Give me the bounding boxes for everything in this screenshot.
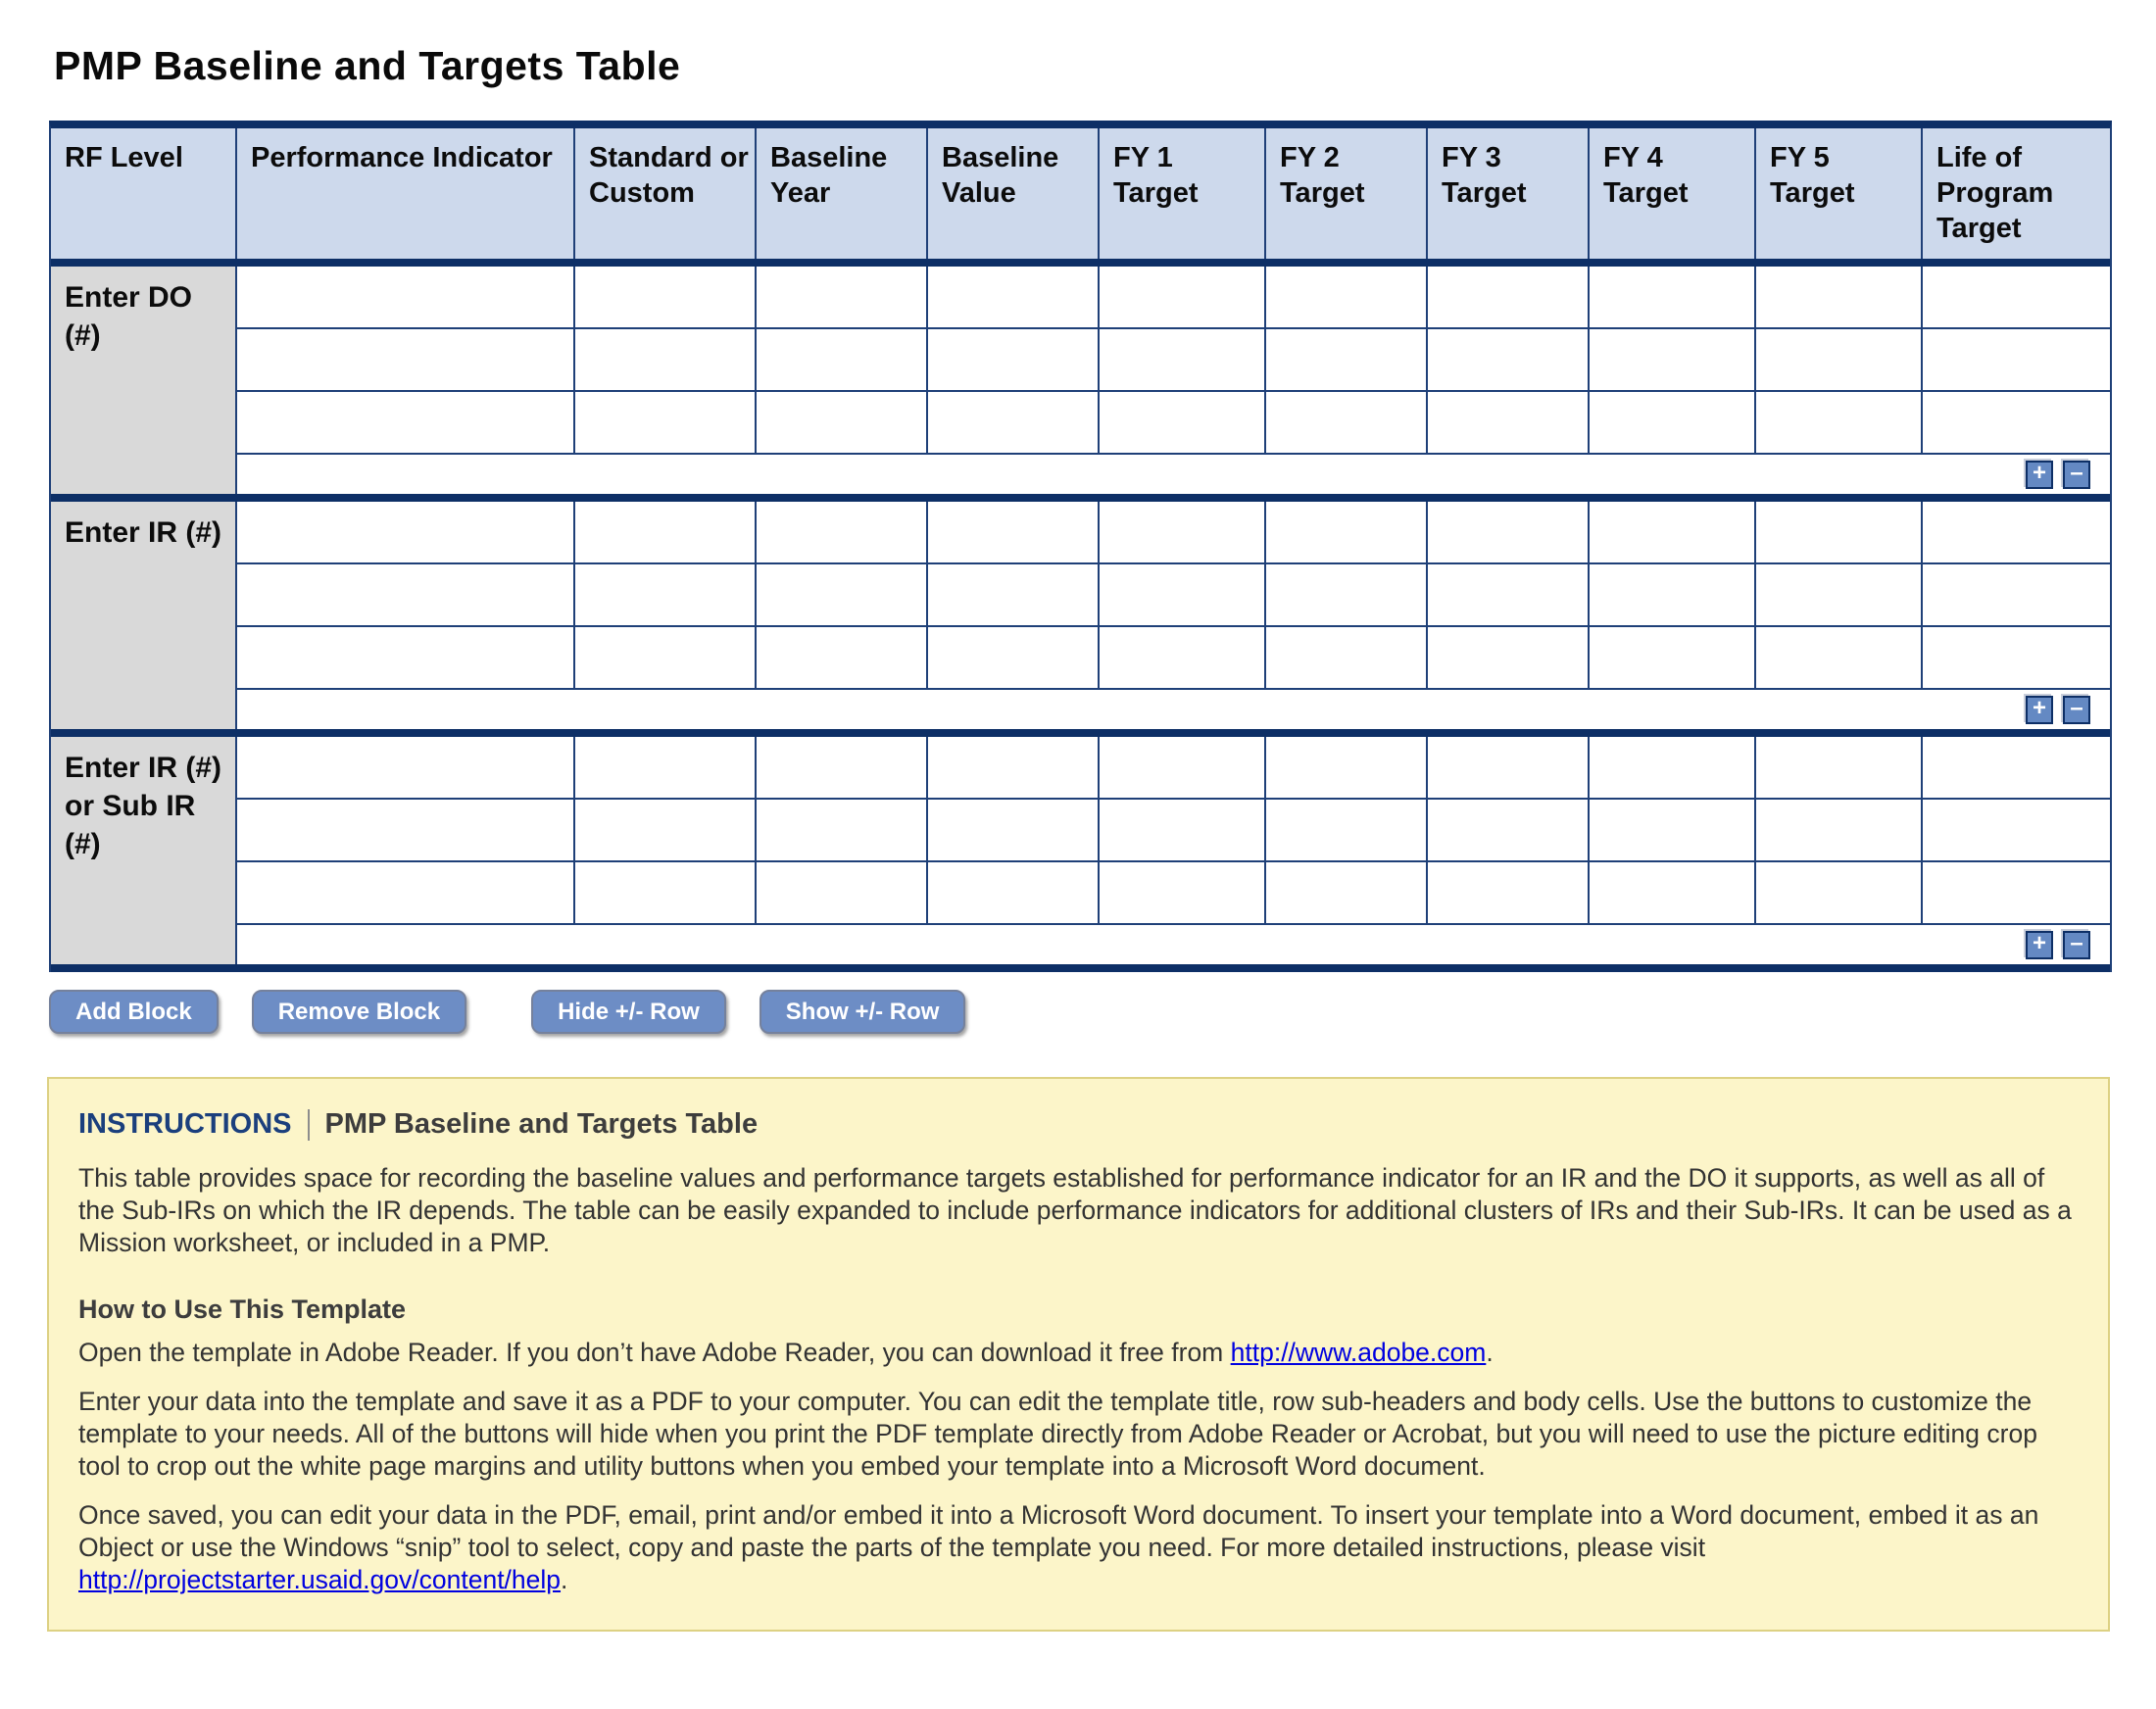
table-row bbox=[237, 392, 2110, 455]
header-cell-baseline-value: Baseline Value bbox=[928, 128, 1100, 259]
table-input-cell[interactable] bbox=[237, 800, 575, 860]
block-rows bbox=[237, 267, 2110, 494]
table-input-cell[interactable] bbox=[1266, 564, 1428, 625]
header-cell-rf-level: RF Level bbox=[51, 128, 237, 259]
table-input-cell[interactable] bbox=[575, 737, 757, 798]
table-input-cell[interactable] bbox=[928, 502, 1100, 562]
table-row bbox=[237, 627, 2110, 690]
remove-row-button[interactable]: – bbox=[2063, 461, 2090, 489]
table-input-cell[interactable] bbox=[1923, 800, 2110, 860]
table-input-cell[interactable] bbox=[1100, 564, 1266, 625]
instructions-paragraph-open bbox=[78, 1337, 2079, 1369]
table-input-cell[interactable] bbox=[237, 392, 575, 453]
table-input-cell[interactable] bbox=[1590, 329, 1756, 390]
instructions-paragraph-enter-data: Enter your data into the template and save it as a PDF to your computer. You can edit the template title, row sub-headers and body cells. Use the buttons to customize the template to your needs. All of the buttons will hide when you print the PDF template directly from Adobe Reader or Acrobat, but you will need to use the picture editing crop tool to crop out the white page margins and utility buttons when you embed your template into a Microsoft Word document. bbox=[78, 1387, 2037, 1481]
table-input-cell[interactable] bbox=[1923, 392, 2110, 453]
table-input-cell[interactable] bbox=[1266, 392, 1428, 453]
block-rows bbox=[237, 502, 2110, 729]
add-row-button[interactable]: + bbox=[2026, 931, 2053, 959]
hide-pm-row-button[interactable]: Hide +/- Row bbox=[531, 990, 726, 1034]
table-input-cell[interactable] bbox=[1590, 862, 1756, 923]
table-input-cell[interactable] bbox=[1590, 502, 1756, 562]
table-input-cell[interactable] bbox=[237, 737, 575, 798]
table-input-cell[interactable] bbox=[1923, 862, 2110, 923]
header-cell-fy5-target: FY 5 Target bbox=[1756, 128, 1923, 259]
page-title[interactable]: PMP Baseline and Targets Table bbox=[54, 43, 681, 88]
table-input-cell[interactable] bbox=[1590, 564, 1756, 625]
table-input-cell[interactable] bbox=[1428, 800, 1590, 860]
table-input-cell[interactable] bbox=[1756, 267, 1923, 327]
add-block-button[interactable]: Add Block bbox=[49, 990, 219, 1034]
pm-row bbox=[237, 690, 2110, 729]
table-input-cell[interactable] bbox=[1100, 627, 1266, 688]
table-input-cell[interactable] bbox=[928, 267, 1100, 327]
howto-heading: How to Use This Template bbox=[78, 1294, 407, 1324]
table-row bbox=[237, 737, 2110, 800]
projectstarter-help-link[interactable]: http://projectstarter.usaid.gov/content/help bbox=[78, 1565, 562, 1594]
table-input-cell[interactable] bbox=[575, 267, 757, 327]
table-input-cell[interactable] bbox=[1756, 564, 1923, 625]
block-rows bbox=[237, 737, 2110, 964]
table-input-cell[interactable] bbox=[1923, 329, 2110, 390]
table-input-cell[interactable] bbox=[1923, 564, 2110, 625]
block-row-header[interactable]: Enter IR (#) bbox=[51, 502, 237, 729]
header-cell-standard-or-custom: Standard or Custom bbox=[575, 128, 757, 259]
table-row bbox=[237, 564, 2110, 627]
table-input-cell[interactable] bbox=[1923, 737, 2110, 798]
table-input-cell[interactable] bbox=[1428, 267, 1590, 327]
instructions-label: INSTRUCTIONS bbox=[78, 1108, 292, 1140]
table-input-cell[interactable] bbox=[1756, 627, 1923, 688]
table-input-cell[interactable] bbox=[1428, 329, 1590, 390]
table-row bbox=[237, 267, 2110, 329]
table-input-cell[interactable] bbox=[928, 862, 1100, 923]
table-input-cell[interactable] bbox=[1590, 800, 1756, 860]
table-input-cell[interactable] bbox=[1756, 502, 1923, 562]
table-input-cell[interactable] bbox=[1428, 564, 1590, 625]
baseline-targets-table bbox=[49, 121, 2112, 972]
table-input-cell[interactable] bbox=[1590, 737, 1756, 798]
table-input-cell[interactable] bbox=[1756, 737, 1923, 798]
table-input-cell[interactable] bbox=[1100, 267, 1266, 327]
header-cell-fy1-target: FY 1 Target bbox=[1100, 128, 1266, 259]
table-input-cell[interactable] bbox=[1590, 627, 1756, 688]
add-row-button[interactable]: + bbox=[2026, 461, 2053, 489]
table-block-ir bbox=[51, 502, 2110, 737]
table-input-cell[interactable] bbox=[757, 267, 928, 327]
table-input-cell[interactable] bbox=[757, 800, 928, 860]
table-input-cell[interactable] bbox=[1100, 862, 1266, 923]
table-input-cell[interactable] bbox=[757, 502, 928, 562]
table-input-cell[interactable] bbox=[575, 627, 757, 688]
table-row bbox=[237, 862, 2110, 925]
table-input-cell[interactable] bbox=[1266, 329, 1428, 390]
table-input-cell[interactable] bbox=[757, 564, 928, 625]
add-row-button[interactable]: + bbox=[2026, 696, 2053, 724]
paragraph-text: Once saved, you can edit your data in the PDF, email, print and/or embed it into a Microsoft Word document. To insert your template into a Word document, embed it as an Object or use the Windows “snip” tool to select, copy and paste the parts of the template you need. For more detailed instructions, please visit bbox=[78, 1500, 2039, 1562]
header-cell-performance-indicator: Performance Indicator bbox=[237, 128, 575, 259]
table-input-cell[interactable] bbox=[1756, 800, 1923, 860]
instructions-paragraph-once-saved bbox=[78, 1499, 2079, 1596]
header-cell-life-of-program-target: Life of Program Target bbox=[1936, 142, 2054, 244]
table-input-cell[interactable] bbox=[1428, 862, 1590, 923]
table-input-cell[interactable] bbox=[1266, 800, 1428, 860]
table-input-cell[interactable] bbox=[757, 392, 928, 453]
heading-separator bbox=[308, 1109, 310, 1141]
table-input-cell[interactable] bbox=[1756, 392, 1923, 453]
table-row bbox=[237, 800, 2110, 862]
pm-row bbox=[237, 925, 2110, 964]
table-input-cell[interactable] bbox=[1266, 502, 1428, 562]
table-input-cell[interactable] bbox=[928, 800, 1100, 860]
table-input-cell[interactable] bbox=[575, 329, 757, 390]
table-input-cell[interactable] bbox=[575, 502, 757, 562]
table-input-cell[interactable] bbox=[1100, 329, 1266, 390]
remove-block-button[interactable]: Remove Block bbox=[252, 990, 466, 1034]
block-row-header[interactable]: Enter IR (#) or Sub IR (#) bbox=[51, 737, 237, 964]
table-input-cell[interactable] bbox=[1266, 862, 1428, 923]
table-block-subir bbox=[51, 737, 2110, 972]
paragraph-text: . bbox=[561, 1565, 568, 1594]
table-row bbox=[237, 329, 2110, 392]
table-input-cell[interactable] bbox=[928, 329, 1100, 390]
table-input-cell[interactable] bbox=[1590, 392, 1756, 453]
table-input-cell[interactable] bbox=[1428, 502, 1590, 562]
header-cell-baseline-year: Baseline Year bbox=[757, 128, 928, 259]
table-input-cell[interactable] bbox=[1428, 392, 1590, 453]
remove-row-button[interactable]: – bbox=[2063, 931, 2090, 959]
table-input-cell[interactable] bbox=[575, 800, 757, 860]
instructions-panel bbox=[47, 1077, 2110, 1632]
table-row bbox=[237, 502, 2110, 564]
table-block-do bbox=[51, 267, 2110, 502]
table-input-cell[interactable] bbox=[1756, 862, 1923, 923]
table-input-cell[interactable] bbox=[928, 564, 1100, 625]
table-input-cell[interactable] bbox=[1756, 329, 1923, 390]
table-input-cell[interactable] bbox=[928, 737, 1100, 798]
table-input-cell[interactable] bbox=[757, 329, 928, 390]
table-input-cell[interactable] bbox=[1100, 502, 1266, 562]
instructions-title: PMP Baseline and Targets Table bbox=[324, 1108, 759, 1140]
table-input-cell[interactable] bbox=[757, 627, 928, 688]
table-input-cell[interactable] bbox=[1428, 737, 1590, 798]
toolbar bbox=[49, 990, 2156, 1034]
block-row-header[interactable]: Enter DO (#) bbox=[51, 267, 237, 494]
table-input-cell[interactable] bbox=[1266, 627, 1428, 688]
table-input-cell[interactable] bbox=[237, 862, 575, 923]
table-input-cell[interactable] bbox=[757, 737, 928, 798]
table-input-cell[interactable] bbox=[1266, 737, 1428, 798]
table-input-cell[interactable] bbox=[237, 329, 575, 390]
table-input-cell[interactable] bbox=[1428, 627, 1590, 688]
table-input-cell[interactable] bbox=[1100, 392, 1266, 453]
table-input-cell[interactable] bbox=[237, 502, 575, 562]
paragraph-text: Open the template in Adobe Reader. If you don’t have Adobe Reader, you can download it free from bbox=[78, 1338, 1231, 1367]
show-pm-row-button[interactable]: Show +/- Row bbox=[760, 990, 966, 1034]
header-cell-fy4-target: FY 4 Target bbox=[1590, 128, 1756, 259]
table-input-cell[interactable] bbox=[237, 267, 575, 327]
table-input-cell[interactable] bbox=[575, 862, 757, 923]
table-input-cell[interactable] bbox=[928, 392, 1100, 453]
table-input-cell[interactable] bbox=[1266, 267, 1428, 327]
table-input-cell[interactable] bbox=[1923, 267, 2110, 327]
paragraph-text: . bbox=[1486, 1338, 1494, 1367]
table-input-cell[interactable] bbox=[575, 564, 757, 625]
table-input-cell[interactable] bbox=[1100, 737, 1266, 798]
table-input-cell[interactable] bbox=[757, 862, 928, 923]
table-input-cell[interactable] bbox=[1100, 800, 1266, 860]
table-header-row bbox=[51, 128, 2110, 267]
table-input-cell[interactable] bbox=[1923, 627, 2110, 688]
table-input-cell[interactable] bbox=[237, 627, 575, 688]
table-input-cell[interactable] bbox=[928, 627, 1100, 688]
table-input-cell[interactable] bbox=[237, 564, 575, 625]
table-input-cell[interactable] bbox=[575, 392, 757, 453]
header-cell-fy2-target: FY 2 Target bbox=[1266, 128, 1428, 259]
remove-row-button[interactable]: – bbox=[2063, 696, 2090, 724]
adobe-link[interactable]: http://www.adobe.com bbox=[1230, 1338, 1487, 1367]
instructions-heading bbox=[78, 1108, 2079, 1141]
instructions-intro: This table provides space for recording the baseline values and performance targets established for performance indicator for an IR and the DO it supports, as well as all of the Sub-IRs on which the IR depends. The table can be easily expanded to include performance indicators for additional clusters of IRs and their Sub-IRs. It can be used as a Mission worksheet, or included in a PMP. bbox=[78, 1163, 2072, 1257]
table-input-cell[interactable] bbox=[1923, 502, 2110, 562]
table-input-cell[interactable] bbox=[1590, 267, 1756, 327]
header-cell-fy3-target: FY 3 Target bbox=[1428, 128, 1590, 259]
pm-row bbox=[237, 455, 2110, 494]
